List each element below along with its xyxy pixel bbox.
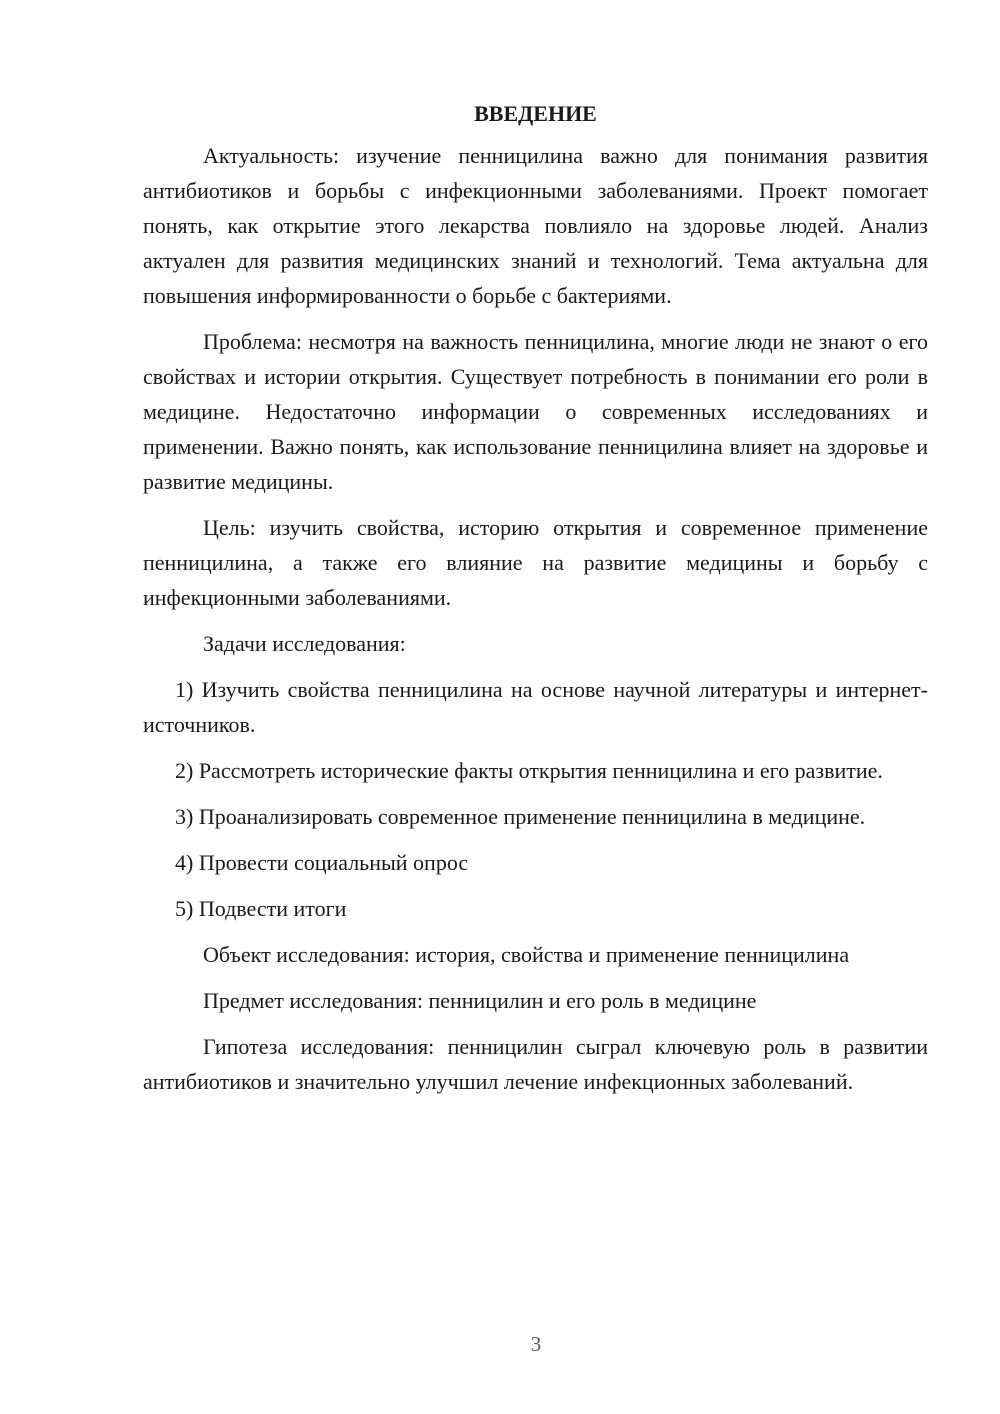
task-item-1: 1) Изучить свойства пенницилина на основе научной литературы и интернет-источников. xyxy=(143,677,928,737)
section-title: ВВЕДЕНИЕ xyxy=(474,101,597,126)
task-item-2: 2) Рассмотреть исторические факты открытия пенницилина и его развитие. xyxy=(175,758,883,783)
document-page xyxy=(143,96,928,1099)
task-item-5: 5) Подвести итоги xyxy=(175,896,347,921)
problem-paragraph: Проблема: несмотря на важность пенницилина, многие люди не знают о его свойствах и истории открытия. Существует потребность в понимании его роли в медицине. Недостаточно информации о современных исследованиях и применении. Важно понять, как использование пенницилина влияет на здоровье и развитие медицины. xyxy=(143,329,928,494)
object-paragraph: Объект исследования: история, свойства и применение пенницилина xyxy=(203,942,850,967)
relevance-paragraph: Актуальность: изучение пенницилина важно для понимания развития антибиотиков и борьбы с инфекционными заболеваниями. Проект помогает понять, как открытие этого лекарства повлияло на здоровье людей. Анализ актуален для развития медицинских знаний и технологий. Тема актуальна для повышения информированности о борьбе с бактериями. xyxy=(143,143,928,308)
tasks-heading: Задачи исследования: xyxy=(203,631,406,656)
hypothesis-paragraph: Гипотеза исследования: пенницилин сыграл ключевую роль в развитии антибиотиков и значительно улучшил лечение инфекционных заболеваний. xyxy=(143,1034,928,1094)
subject-paragraph: Предмет исследования: пенницилин и его роль в медицине xyxy=(203,988,757,1013)
task-item-3: 3) Проанализировать современное применение пенницилина в медицине. xyxy=(175,804,866,829)
goal-paragraph: Цель: изучить свойства, историю открытия и современное применение пенницилина, а также его влияние на развитие медицины и борьбу с инфекционными заболеваниями. xyxy=(143,515,928,610)
page-number: 3 xyxy=(530,1332,542,1356)
task-item-4: 4) Провести социальный опрос xyxy=(175,850,469,875)
